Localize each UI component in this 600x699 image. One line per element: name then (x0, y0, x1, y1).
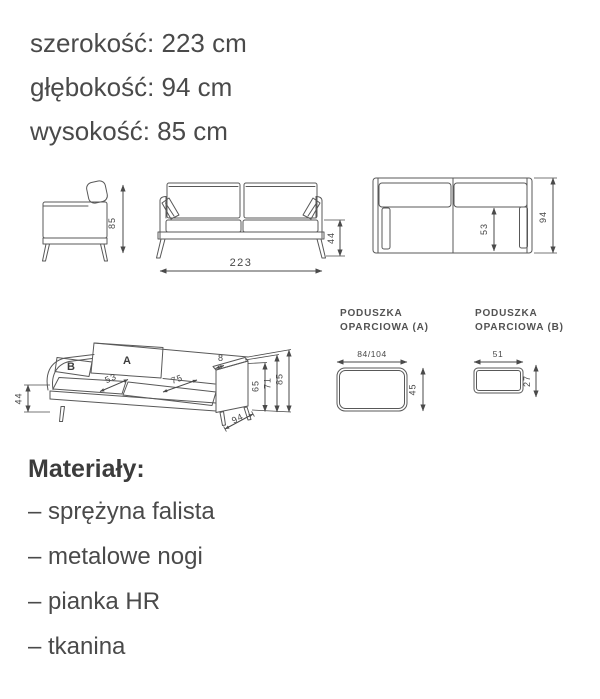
materials-title: Materiały: (28, 455, 145, 483)
material-item-fabric: – tkanina (28, 633, 126, 660)
side-height-dim-text: 85 (107, 216, 117, 230)
cushion-b-title-line2: OPARCIOWA (B) (475, 322, 564, 333)
front-width-dim-text: 223 (229, 257, 253, 269)
front-width-dimension (160, 257, 322, 271)
top-depth-dimension (534, 178, 557, 253)
cushion-a-width-dim-text: 84/104 (357, 349, 387, 359)
front-seat-cushion-left (166, 220, 241, 232)
side-rear-leg (101, 244, 108, 261)
top-left-armrest (382, 208, 390, 249)
top-inner-depth-dimension (479, 208, 494, 251)
base-height-dim-text: 44 (13, 392, 24, 405)
perspective-depth-dim-text: 94 (230, 411, 246, 426)
arm-width-dim-text: 8 (217, 353, 225, 363)
front-view-sofa (157, 183, 326, 258)
top-back-cushion-left (379, 183, 451, 207)
material-item-spring: – sprężyna falista (28, 498, 215, 525)
front-right-leg (317, 239, 326, 258)
top-view-sofa (373, 178, 532, 253)
front-seat-cushion-right (243, 220, 318, 232)
front-base (158, 232, 324, 239)
top-right-armrest (520, 207, 528, 248)
right-arm-front (216, 361, 248, 413)
side-front-leg (43, 244, 50, 261)
seat-right-width-dim-text: 75 (169, 372, 185, 386)
cushion-a-outline (337, 368, 407, 411)
perspective-view-drawing (15, 333, 310, 448)
back-height-dim-text: 71 (262, 376, 273, 390)
top-view-drawing (368, 172, 568, 260)
perspective-left-leg (60, 407, 65, 422)
cushion-a-drawing (335, 345, 440, 420)
side-view-drawing (30, 168, 140, 273)
side-back-pillow (86, 180, 109, 204)
front-seat-height-dim-text: 44 (326, 231, 336, 245)
cushion-b-drawing (470, 345, 555, 420)
arm-height-dim-text: 65 (250, 379, 261, 393)
dimensions-summary (30, 21, 247, 153)
front-view-drawing (152, 170, 352, 280)
spec-depth: głębokość: 94 cm (30, 72, 233, 102)
spec-width: szerokość: 223 cm (30, 28, 247, 58)
front-left-leg (157, 239, 166, 258)
front-seat-height-dimension (324, 220, 345, 256)
total-height-dim-text: 85 (274, 372, 285, 386)
spec-height: wysokość: 85 cm (30, 116, 228, 146)
cushion-b-width-dim-text: 51 (492, 349, 504, 359)
material-item-foam: – pianka HR (28, 588, 161, 615)
top-back-cushion-right (454, 183, 527, 207)
top-depth-dim-text: 94 (538, 210, 548, 224)
materials-section (28, 449, 215, 669)
front-back-cushion-right (244, 183, 317, 218)
cushion-a-title-line2: OPARCIOWA (A) (340, 322, 429, 333)
cushion-b-title-line1: PODUSZKA (475, 308, 538, 319)
cushion-b-outline (474, 368, 523, 393)
cushion-b-height-dim-text: 27 (522, 374, 532, 388)
cushion-a-title (340, 307, 429, 335)
cushion-b-title (475, 307, 564, 335)
side-height-dimension (107, 185, 123, 253)
cushion-a-height-dim-text: 45 (407, 383, 418, 396)
perspective-right-front-leg (220, 412, 226, 426)
cushion-a-title-line1: PODUSZKA (340, 308, 403, 319)
side-view-sofa (43, 180, 109, 261)
cushion-a-marker: A (123, 355, 131, 367)
material-item-legs: – metalowe nogi (28, 543, 203, 570)
front-left-arm-pillow (162, 198, 179, 219)
cushion-b-marker: B (67, 361, 75, 373)
seat-left-width-dim-text: 53 (103, 371, 119, 386)
top-inner-depth-dim-text: 53 (479, 222, 489, 236)
